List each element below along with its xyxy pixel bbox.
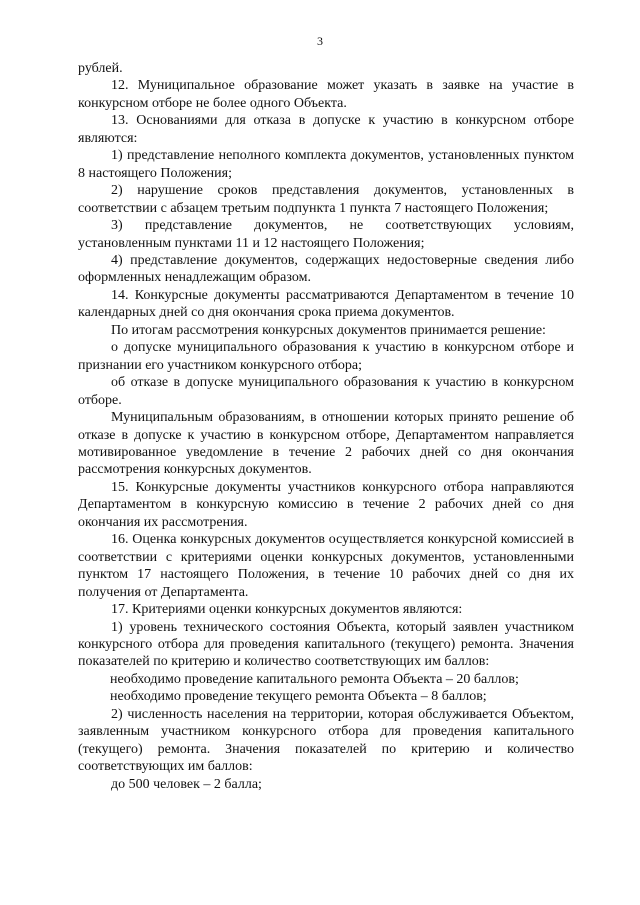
document-body — [78, 60, 574, 793]
clause-12: 12. Муниципальное образование может указать в заявке на участие в конкурсном отборе не более одного Объекта. — [78, 78, 574, 111]
clause-14: 14. Конкурсные документы рассматриваются Департаментом в течение 10 календарных дней со дня окончания срока приема документов. — [78, 287, 574, 321]
criterion-2-population-500: до 500 человек – 2 балла; — [111, 776, 262, 792]
clause-13: 13. Основаниями для отказа в допуске к участию в конкурсном отборе являются: — [78, 113, 574, 146]
clause-13-item-3: 3) представление документов, не соответствующих условиям, установленным пунктами 11 и 12 настоящего Положения; — [78, 218, 574, 251]
clause-14-option-admit: о допуске муниципального образования к участию в конкурсном отборе и признании его участником конкурсного отбора; — [78, 340, 574, 373]
clause-16: 16. Оценка конкурсных документов осуществляется конкурсной комиссией в соответствии с критериями оценки конкурсных документов, установленными пунктом 17 настоящего Положения, в течение 10 рабочих дней со дня их получения от Департамента. — [78, 532, 574, 600]
criterion-1-capital-repair: необходимо проведение капитального ремонта Объекта – 20 баллов; — [110, 671, 519, 687]
page-number: 3 — [317, 34, 323, 48]
clause-14-option-refuse: об отказе в допуске муниципального образования к участию в конкурсном отборе. — [78, 375, 574, 408]
clause-17-criterion-2: 2) численность населения на территории, которая обслуживается Объектом, заявленным участником конкурсного отбора для проведения капитального (текущего) ремонта. Значения показателей по критерию и количество соответствующих им баллов: — [78, 706, 574, 775]
clause-14-decision: По итогам рассмотрения конкурсных документов принимается решение: — [111, 322, 546, 338]
clause-15: 15. Конкурсные документы участников конкурсного отбора направляются Департаментом в конкурсную комиссию в течение 2 рабочих дней со дня окончания их рассмотрения. — [78, 479, 574, 530]
clause-17: 17. Критериями оценки конкурсных документов являются: — [111, 602, 463, 618]
clause-13-item-1: 1) представление неполного комплекта документов, установленных пунктом 8 настоящего Положения; — [78, 148, 574, 181]
paragraph-continuation: рублей. — [78, 61, 123, 76]
clause-13-item-2: 2) нарушение сроков представления документов, установленных в соответствии с абзацем третьим подпункта 1 пункта 7 настоящего Положения; — [78, 183, 574, 216]
criterion-1-current-repair: необходимо проведение текущего ремонта Объекта – 8 баллов; — [110, 689, 487, 705]
clause-13-item-4: 4) представление документов, содержащих недостоверные сведения либо оформленных ненадлежащим образом. — [78, 252, 574, 286]
clause-14-notification: Муниципальным образованиям, в отношении которых принято решение об отказе в допуске к участию в конкурсном отборе, Департаментом направляется мотивированное уведомление в течение 2 рабочих дней со дня окончания рассмотрения конкурсных документов. — [78, 410, 574, 478]
clause-17-criterion-1: 1) уровень технического состояния Объекта, который заявлен участником конкурсного отбора для проведения капитального (текущего) ремонта. Значения показателей по критерию и количество соответствующих им баллов: — [78, 619, 574, 670]
